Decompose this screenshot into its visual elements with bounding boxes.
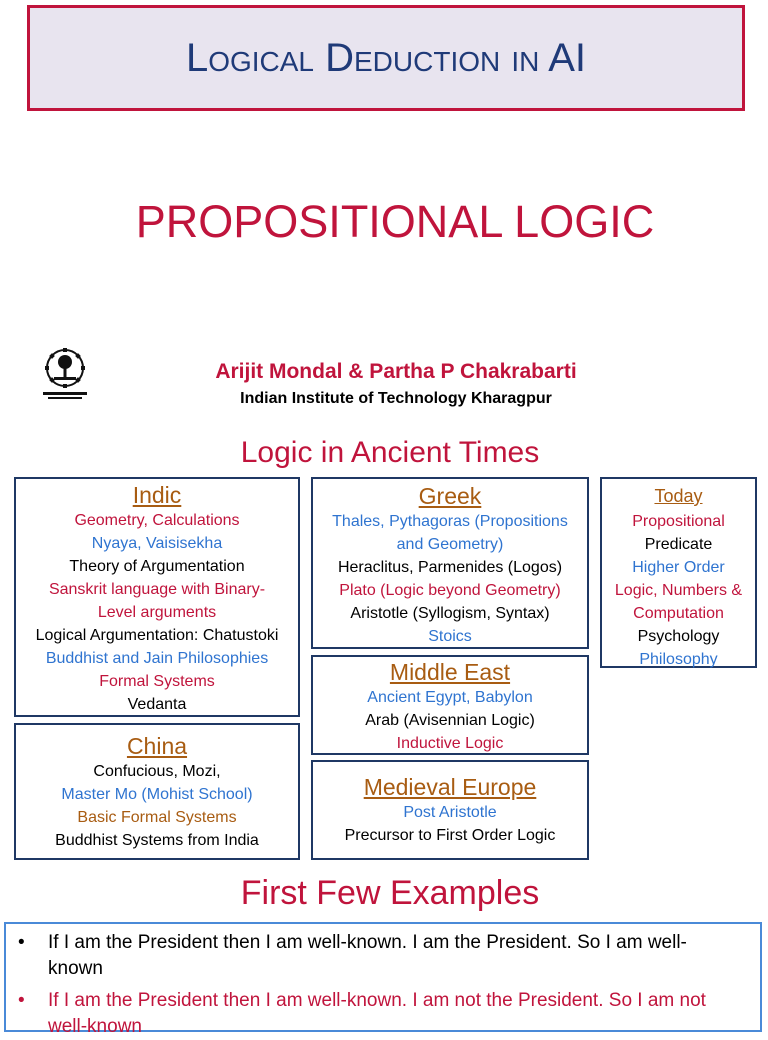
box-line: Formal Systems bbox=[99, 673, 215, 690]
bullet: • bbox=[18, 990, 25, 1011]
box-line: Nyaya, Vaisisekha bbox=[91, 535, 223, 552]
box-line: Inductive Logic bbox=[396, 735, 504, 752]
example-text: If I am the President then I am well-known. I am the President. So I am well-known bbox=[48, 932, 687, 979]
box-heading: China bbox=[126, 733, 188, 759]
box-line: and Geometry) bbox=[396, 536, 504, 553]
box-line: Higher Order bbox=[632, 559, 725, 576]
box-line: Psychology bbox=[637, 628, 720, 645]
greek-box bbox=[311, 477, 589, 649]
ancient-times-heading: Logic in Ancient Times bbox=[240, 436, 540, 469]
middle-east-box bbox=[311, 655, 589, 755]
box-line: Basic Formal Systems bbox=[77, 809, 237, 826]
box-line: Logical Argumentation: Chatustoki bbox=[35, 627, 279, 644]
page-title: Logical Deduction in AI bbox=[185, 35, 587, 80]
examples-heading: First Few Examples bbox=[240, 874, 540, 912]
institute: Indian Institute of Technology Kharagpur bbox=[240, 390, 552, 407]
box-line: Arab (Avisennian Logic) bbox=[365, 712, 535, 729]
iit-kharagpur-emblem-icon bbox=[40, 346, 90, 402]
china-box bbox=[14, 723, 300, 860]
list-item bbox=[18, 988, 740, 1040]
box-heading: Middle East bbox=[389, 659, 511, 685]
examples-box bbox=[4, 922, 762, 1037]
box-line: Theory of Argumentation bbox=[69, 558, 245, 575]
box-line: Precursor to First Order Logic bbox=[344, 827, 556, 844]
box-line: Level arguments bbox=[97, 604, 217, 621]
title-banner bbox=[27, 5, 745, 111]
box-line: Predicate bbox=[644, 536, 713, 553]
box-heading: Medieval Europe bbox=[363, 774, 537, 800]
box-line: Heraclitus, Parmenides (Logos) bbox=[337, 559, 563, 576]
box-line: Philosophy bbox=[639, 651, 718, 668]
box-line: Logic, Numbers & bbox=[614, 582, 743, 599]
example-text: If I am the President then I am well-known. I am not the President. So I am not well-known bbox=[48, 990, 706, 1037]
today-box bbox=[600, 477, 757, 668]
box-line: Plato (Logic beyond Geometry) bbox=[339, 582, 561, 599]
box-heading: Indic bbox=[132, 482, 182, 508]
box-heading: Today bbox=[654, 486, 703, 506]
box-line: Geometry, Calculations bbox=[74, 512, 240, 529]
box-line: Stoics bbox=[428, 628, 472, 645]
list-item bbox=[18, 930, 740, 982]
box-line: Sanskrit language with Binary- bbox=[48, 581, 266, 598]
medieval-europe-box bbox=[311, 760, 589, 860]
box-line: Propositional bbox=[632, 513, 725, 530]
box-heading: Greek bbox=[418, 483, 482, 509]
box-line: Thales, Pythagoras (Propositions bbox=[332, 513, 568, 530]
box-line: Master Mo (Mohist School) bbox=[61, 786, 253, 803]
indic-box bbox=[14, 477, 300, 717]
box-line: Ancient Egypt, Babylon bbox=[367, 689, 533, 706]
authors: Arijit Mondal & Partha P Chakrabarti bbox=[215, 360, 577, 383]
box-line: Confucious, Mozi, bbox=[93, 763, 221, 780]
box-line: Computation bbox=[633, 605, 724, 622]
box-line: Vedanta bbox=[127, 696, 187, 713]
box-line: Buddhist and Jain Philosophies bbox=[45, 650, 269, 667]
bullet: • bbox=[18, 932, 25, 953]
box-line: Buddhist Systems from India bbox=[55, 832, 259, 849]
box-line: Aristotle (Syllogism, Syntax) bbox=[350, 605, 550, 622]
subtitle: PROPOSITIONAL LOGIC bbox=[135, 196, 655, 247]
box-line: Post Aristotle bbox=[403, 804, 497, 821]
